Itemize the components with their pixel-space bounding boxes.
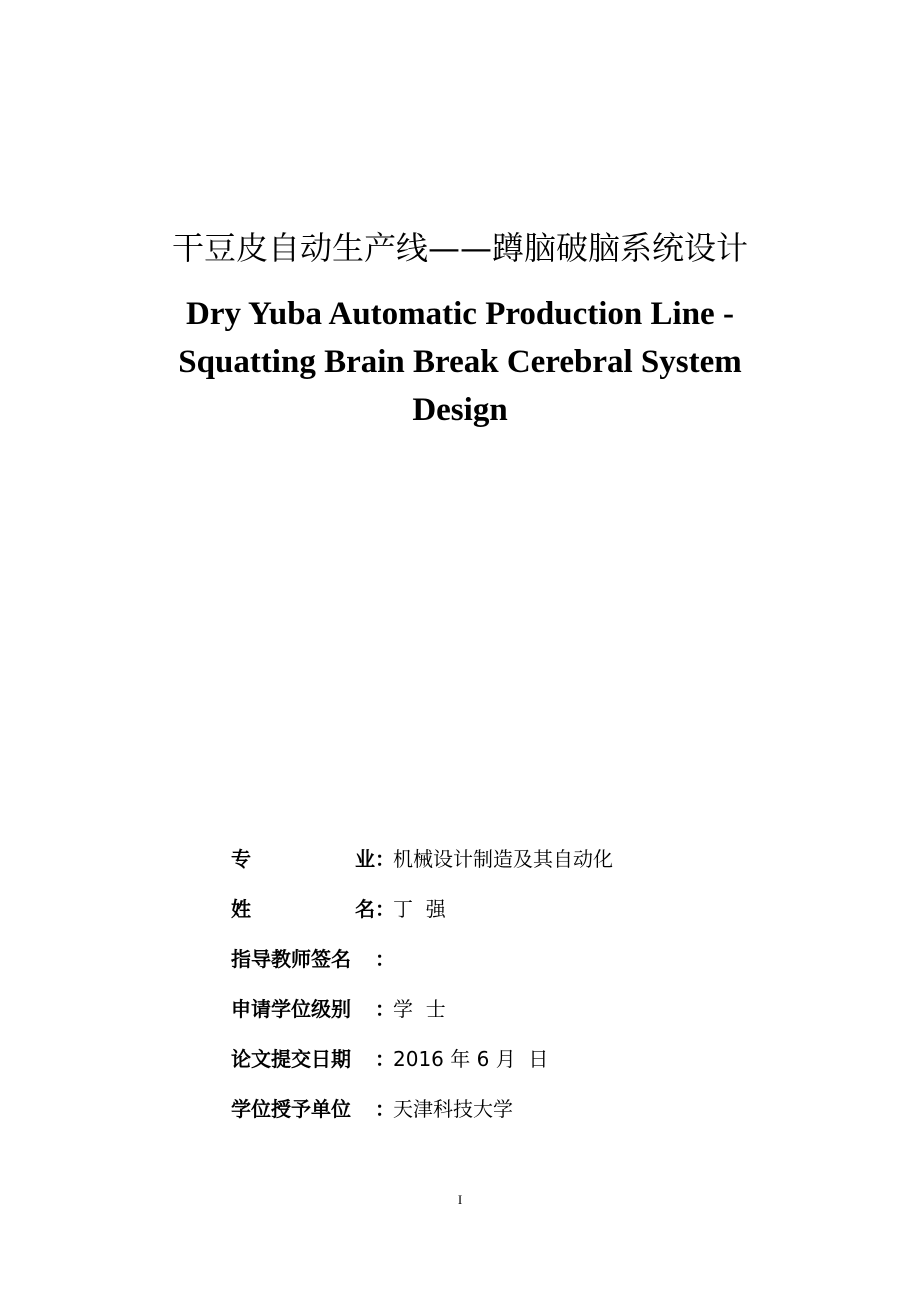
institution-label: 学位授予单位 <box>231 1096 351 1121</box>
major-label-part-1: 专 <box>231 846 251 871</box>
thesis-title-english <box>120 290 800 434</box>
info-row-major <box>231 832 791 882</box>
thesis-info-block <box>231 832 791 1132</box>
thesis-title-english-line-3: Design <box>412 392 508 428</box>
institution-colon: ： <box>375 1096 395 1121</box>
advisor-label: 指导教师签名 <box>231 946 351 971</box>
degree-colon: ： <box>375 996 395 1021</box>
page-number: I <box>457 1192 463 1207</box>
info-row-advisor <box>231 932 791 982</box>
major-value: 机械设计制造及其自动化 <box>393 846 613 871</box>
thesis-title-chinese: 干豆皮自动生产线——蹲脑破脑系统设计 <box>171 229 748 267</box>
date-colon: ： <box>375 1046 395 1071</box>
name-colon: ： <box>375 896 395 921</box>
degree-value: 学 士 <box>393 996 446 1021</box>
info-row-degree <box>231 982 791 1032</box>
name-value: 丁 强 <box>393 896 446 921</box>
institution-value: 天津科技大学 <box>393 1096 513 1121</box>
date-label: 论文提交日期 <box>231 1046 351 1071</box>
name-label-part-2: 名 <box>355 896 375 921</box>
name-label <box>231 893 375 922</box>
major-colon: ： <box>375 846 395 871</box>
name-label-part-1: 姓 <box>231 896 251 921</box>
info-row-institution <box>231 1082 791 1132</box>
advisor-colon: ： <box>375 946 395 971</box>
major-label <box>231 843 375 872</box>
date-value: 2016 年 6 月 日 <box>393 1046 549 1071</box>
info-row-name <box>231 882 791 932</box>
major-label-part-2: 业 <box>355 846 375 871</box>
info-row-date <box>231 1032 791 1082</box>
degree-label: 申请学位级别 <box>231 996 351 1021</box>
thesis-title-english-line-1: Dry Yuba Automatic Production Line - <box>186 296 734 332</box>
thesis-title-english-line-2: Squatting Brain Break Cerebral System <box>178 344 742 380</box>
